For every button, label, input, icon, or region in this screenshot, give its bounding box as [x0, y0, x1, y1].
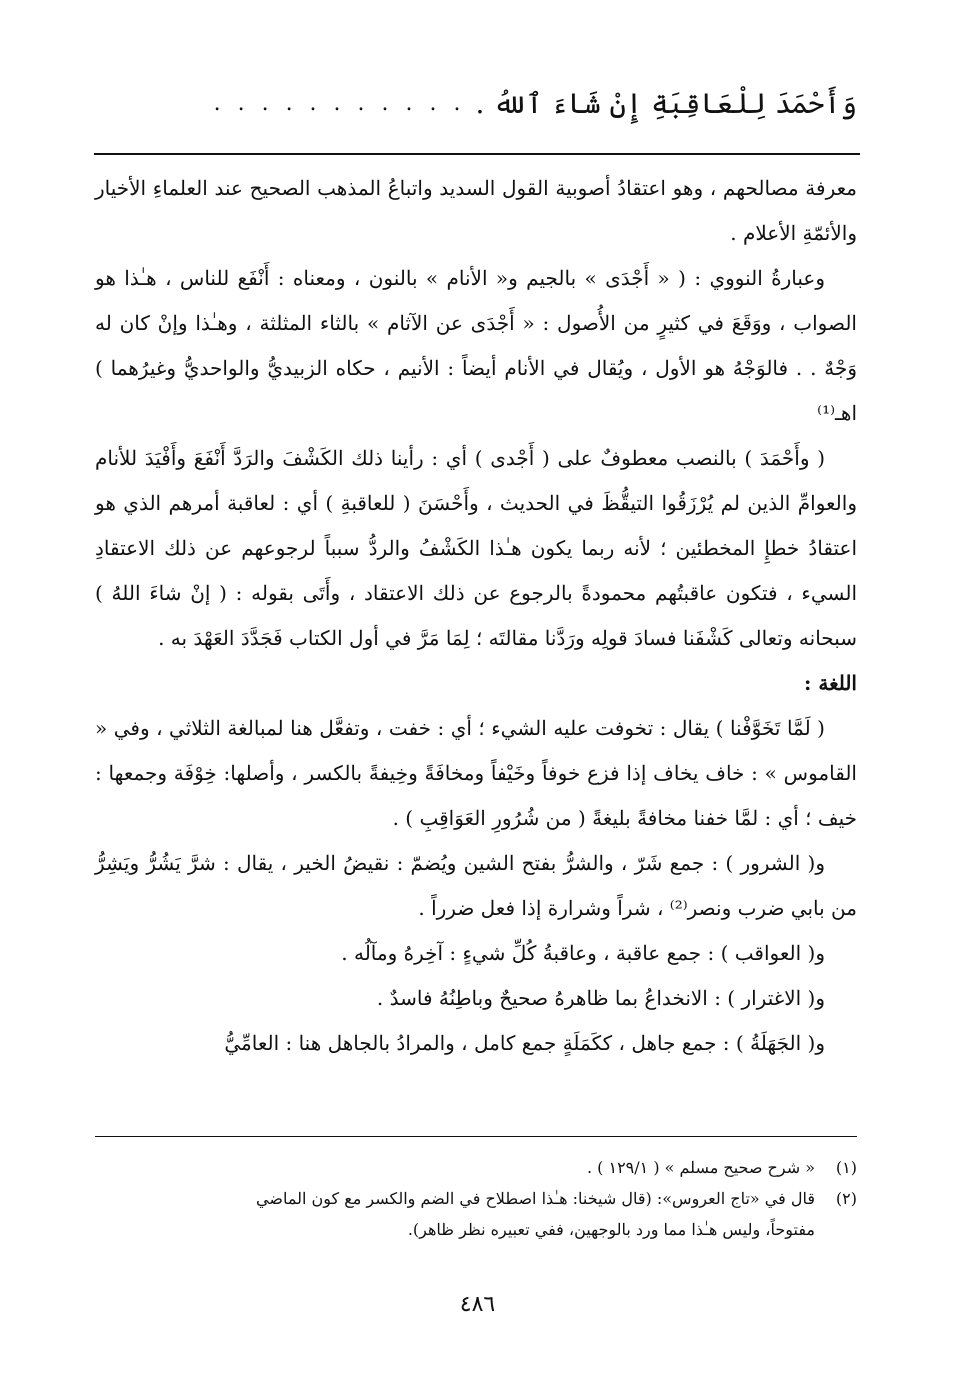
header-rule [94, 153, 860, 155]
footnote-number: (١) [835, 1158, 857, 1177]
page-number: ٤٨٦ [459, 1292, 496, 1317]
footnote-number: (٢) [835, 1189, 857, 1208]
body-text [95, 166, 857, 1066]
paragraph: و( الجَهَلَةُ ) : جمع جاهل ، ككَمَلَةٍ جمع كامل ، والمرادُ بالجاهل هنا : العامِّيُّ [224, 1031, 825, 1055]
paragraph: وعبارةُ النووي : ( « أَجْدَى » بالجيم و« الأنام » بالنون ، ومعناه : أَنْفَع للناس ، هـٰذا هو الصواب ، ووَقَعَ في كثيرٍ من الأُصول : « أَجْدَى عن الآثام » بالثاء المثلثة ، وهـٰذا وإنْ كان له وَجْهٌ . . فالوَجْهُ هو الأول ، ويُقال في الأنام أيضاً : الأنيم ، حكاه الزبيديُّ والواحديُّ وغيرُهما ) اهـ⁽¹⁾ [95, 266, 857, 425]
running-header [95, 78, 857, 128]
footnote-text: « شرح صحيح مسلم » ( ١٢٩/١ ) . [586, 1158, 815, 1177]
paragraph: و( العواقب ) : جمع عاقبة ، وعاقبةُ كُلِّ شيءٍ : آخِرهُ ومآلُه . [341, 941, 825, 965]
footnote-text: قال في «تاج العروس»: (قال شيخنا: هـٰذا اصطلاح في الضم والكسر مع كون الماضي [256, 1189, 815, 1208]
paragraph: معرفة مصالحهم ، وهو اعتقادُ أصوبية القول السديد واتباعُ المذهب الصحيح عند العلماءِ الأخيار والأئمّةِ الأعلام . [95, 176, 857, 245]
paragraph: و( الشرور ) : جمع شَرّ ، والشرُّ بفتح الشين ويُضمّ : نقيضُ الخير ، يقال : شرَّ يَشُرُّ ويَشِرُّ من بابي ضرب ونصر⁽²⁾ ، شراً وشرارة إذا فعل ضرراً . [95, 851, 857, 920]
footnotes [95, 1152, 857, 1245]
footnote-continuation: مفتوحاً، وليس هـٰذا مما ورد بالوجهين، ففي تعبيره نظر ظاهر). [407, 1220, 815, 1239]
paragraph: ( وأَحْمَدَ ) بالنصب معطوفٌ على ( أَجْدى ) أي : رأينا ذلك الكَشْفَ والرَدَّ أَنْفَعَ وأَفْيَدَ للأنام والعوامِّ الذين لم يُرْزَقُوا التيقُّظَ في الحديث ، وأَحْسَنَ ( للعاقبةِ ) أي : لعاقبة أمرهم الذي هو اعتقادُ خطإِ المخطئين ؛ لأنه ربما يكون هـٰذا الكَشْفُ والردُّ سبباً لرجوعهم عن ذلك الاعتقادِ السيء ، فتكون عاقبتُهم محمودةً بالرجوع عن ذلك الاعتقاد ، وأَتَى بقوله : ( إنْ شاءَ اللهُ ) سبحانه وتعالى كَشْفَنا فسادَ قولِه ورَدَّنا مقالتَه ؛ لِمَا مَرَّ في أول الكتاب فَجَدَّدَ العَهْدَ به . [95, 446, 857, 650]
section-heading: اللغة : [804, 671, 857, 695]
paragraph: ( لَمَّا تَخَوَّفْنا ) يقال : تخوفت عليه الشيء ؛ أي : خفت ، وتفعَّل هنا لمبالغة الثلاثي ، وفي « القاموس » : خاف يخاف إذا فزع خوفاً وخَيْفاً ومخافَةً وخِيفةً بالكسر ، وأصلها: خِوْفَة وجمعها : خيف ؛ أي : لمَّا خفنا مخافةً بليغةً ( من شُرُورِ العَوَاقِبِ ) . [95, 716, 857, 830]
running-header-dots: . . . . . . . . . . . [213, 90, 466, 116]
running-title: وَأَحْمَدَ لِلْعَاقِبَةِ إِنْ شَاءَ ٱللهُ . [475, 86, 857, 120]
paragraph: و( الاغترار ) : الانخداعُ بما ظاهرهُ صحيحٌ وباطِنُهُ فاسدٌ . [376, 986, 825, 1010]
footnote-rule [95, 1136, 857, 1137]
footnote [95, 1152, 857, 1183]
footnote [95, 1183, 857, 1214]
